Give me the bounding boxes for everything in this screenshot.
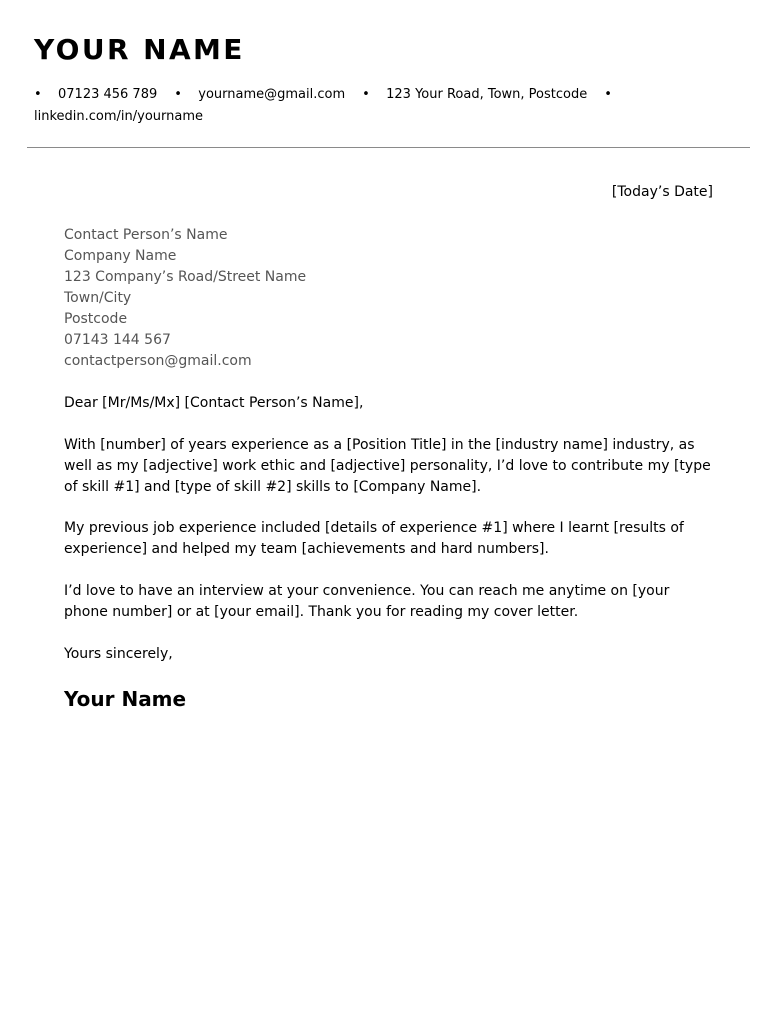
letter-signoff: Yours sincerely, xyxy=(64,646,173,662)
letter-date: [Today’s Date] xyxy=(611,184,713,200)
recipient-town: Town/City xyxy=(64,290,132,306)
letter-greeting: Dear [Mr/Ms/Mx] [Contact Person’s Name], xyxy=(64,395,364,411)
bullet-separator: • xyxy=(34,87,42,102)
recipient-email: contactperson@gmail.com xyxy=(64,353,252,369)
contact-linkedin: linkedin.com/in/yourname xyxy=(34,109,204,124)
contact-phone: 07123 456 789 xyxy=(58,87,158,102)
header-divider xyxy=(27,147,750,148)
recipient-phone: 07143 144 567 xyxy=(64,332,171,348)
recipient-company: Company Name xyxy=(64,248,177,264)
bullet-separator: • xyxy=(174,87,182,102)
recipient-postcode: Postcode xyxy=(64,311,128,327)
letter-paragraph: I’d love to have an interview at your convenience. You can reach me anytime on [your phone number] or at [your email]. Thank you for reading my cover letter. xyxy=(64,583,670,620)
contact-details xyxy=(34,84,734,128)
contact-address: 123 Your Road, Town, Postcode xyxy=(386,87,588,102)
recipient-address-block xyxy=(64,225,306,372)
letter-paragraph: My previous job experience included [details of experience #1] where I learnt [results of experience] and helped my team [achievements and hard numbers]. xyxy=(64,520,684,557)
contact-email: yourname@gmail.com xyxy=(198,87,346,102)
applicant-name-heading: YOUR NAME xyxy=(34,33,245,66)
letter-paragraph: With [number] of years experience as a [Position Title] in the [industry name] industry, as well as my [adjective] work ethic and [adjective] personality, I’d love to contribute my [type of skill #1] and [type of skill #2] skills to [Company Name]. xyxy=(64,437,711,495)
signature-name: Your Name xyxy=(64,687,187,711)
recipient-street: 123 Company’s Road/Street Name xyxy=(64,269,307,285)
recipient-contact-name: Contact Person’s Name xyxy=(64,227,228,243)
bullet-separator: • xyxy=(362,87,370,102)
bullet-separator: • xyxy=(604,87,612,102)
